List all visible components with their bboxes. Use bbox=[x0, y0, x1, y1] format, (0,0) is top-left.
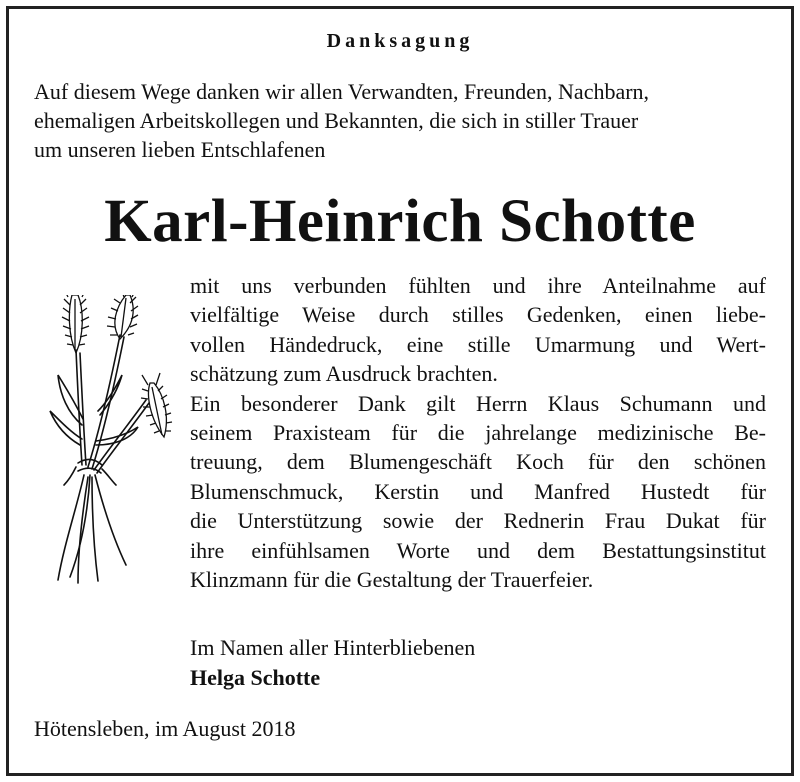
body-line: mit uns verbunden fühlten und ihre Anteilnahme auf bbox=[190, 273, 766, 298]
body-line: vollen Händedruck, eine stille Umarmung und Wert- bbox=[190, 331, 766, 357]
notice-heading: Danksagung bbox=[326, 30, 474, 52]
wheat-sheaf-icon bbox=[38, 295, 188, 585]
body-paragraph bbox=[190, 271, 766, 594]
signature-block bbox=[190, 633, 475, 693]
body-line: vielfältige Weise durch stilles Gedenken, einen liebe- bbox=[190, 302, 766, 328]
body-line: seinem Praxisteam für die jahrelange medizinische Be- bbox=[190, 420, 766, 446]
body-line: Blumenschmuck, Kerstin und Manfred Hustedt für bbox=[190, 478, 766, 504]
body-line: Ein besonderer Dank gilt Herrn Klaus Schumann und bbox=[190, 390, 766, 416]
place-date: Hötensleben, im August 2018 bbox=[34, 716, 296, 741]
body-line: schätzung zum Ausdruck brachten. bbox=[190, 361, 498, 387]
closing-phrase: Im Namen aller Hinterbliebenen bbox=[190, 635, 476, 660]
body-line: die Unterstützung sowie der Rednerin Frau Dukat für bbox=[190, 508, 766, 534]
intro-paragraph bbox=[34, 77, 774, 164]
deceased-name: Karl-Heinrich Schotte bbox=[104, 188, 696, 255]
intro-line: Auf diesem Wege danken wir allen Verwandten, Freunden, Nachbarn, bbox=[34, 79, 650, 104]
body-line: treuung, dem Blumengeschäft Koch für den schönen bbox=[190, 449, 766, 475]
signatory-name: Helga Schotte bbox=[190, 665, 321, 690]
body-line: ihre einfühlsamen Worte und dem Bestattungsinstitut bbox=[190, 537, 766, 563]
intro-line: um unseren lieben Entschlafenen bbox=[34, 137, 326, 162]
intro-line: ehemaligen Arbeitskollegen und Bekannten, die sich in stiller Trauer bbox=[34, 108, 639, 133]
body-line: Klinzmann für die Gestaltung der Trauerfeier. bbox=[190, 567, 594, 593]
